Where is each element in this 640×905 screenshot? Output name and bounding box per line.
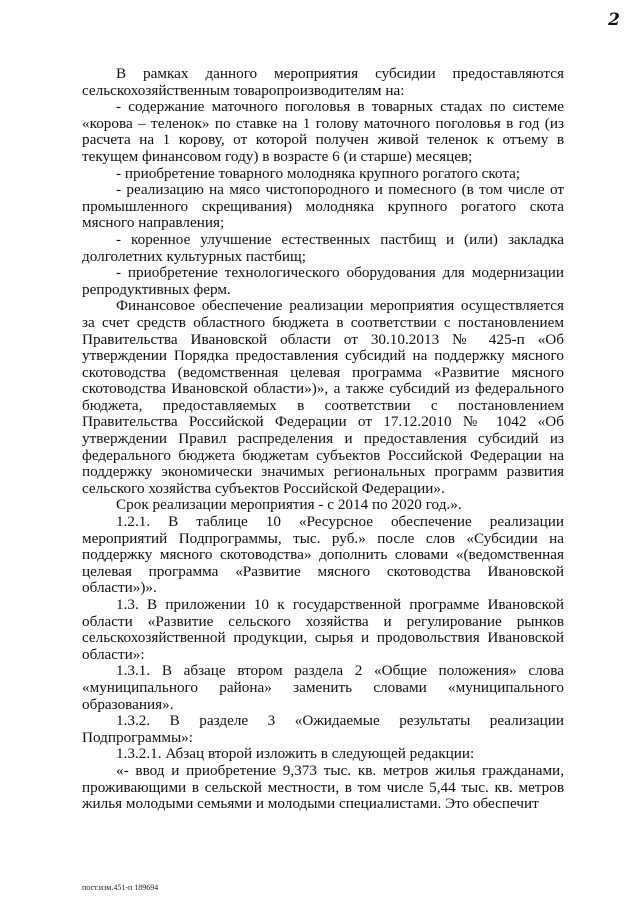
paragraph-financing: Финансовое обеспечение реализации мероприятия осуществляется за счет средств областного бюджета в соответствии с постановлением Правительства Ивановской области от 30.10.2013 № 425-п «Об утверждении Порядка предоставления субсидий на поддержку мясного скотоводства (ведомственная целевая программа «Развитие мясного скотоводства Ивановской области»)», а также субсидий из федерального бюджета, предоставляемых в соответствии с постановлением Правительства Российской Федерации от 17.12.2010 № 1042 «Об утверждении Правил распределения и предоставления субсидий из федерального бюджета бюджетам субъектов Российской Федерации на поддержку экономически значимых региональных программ развития сельского хозяйства субъектов Российской Федерации».	[82, 297, 564, 497]
paragraph-item-young-stock: - приобретение товарного молодняка крупного рогатого скота;	[116, 164, 521, 182]
paragraph-1-3-1: 1.3.1. В абзаце втором раздела 2 «Общие положения» слова «муниципального района» заменить словами «муниципального образования».	[82, 662, 564, 713]
paragraph-item-equipment: - приобретение технологического оборудования для модернизации репродуктивных ферм.	[82, 264, 564, 298]
paragraph-1-3-2: 1.3.2. В разделе 3 «Ожидаемые результаты реализации Подпрограммы»:	[82, 712, 564, 746]
paragraph-1-3-2-1: 1.3.2.1. Абзац второй изложить в следующей редакции:	[116, 745, 475, 763]
paragraph-quote-housing: «- ввод и приобретение 9,373 тыс. кв. метров жилья гражданами, проживающими в сельской местности, в том числе 5,44 тыс. кв. метров жилья молодыми семьями и молодыми специалистами. Это обеспечит	[82, 761, 564, 813]
paragraph-item-meat-sale: - реализацию на мясо чистопородного и помесного (в том числе от промышленного скрещивания) молодняка крупного рогатого скота мясного направления;	[82, 181, 564, 232]
paragraph-1-2-1: 1.2.1. В таблице 10 «Ресурсное обеспечение реализации мероприятий Подпрограммы, тыс. руб.» после слов «Субсидии на поддержку мясного скотоводства» дополнить словами «(ведомственная целевая программа «Развитие мясного скотоводства Ивановской области»)».	[82, 513, 564, 597]
paragraph-term: Срок реализации мероприятия - с 2014 по 2020 год.».	[116, 496, 462, 514]
paragraph-item-cows: - содержание маточного поголовья в товарных стадах по системе «корова – теленок» по ставке на 1 голову маточного поголовья в год (из расчета на 1 корову, от которой получен живой теленок к отъему в текущем финансовом году) в возрасте 6 (и старше) месяцев;	[82, 98, 564, 165]
footer-reference: пост.изм.451-п 189694	[82, 883, 159, 892]
document-body	[82, 66, 564, 813]
page-number: 2	[608, 10, 620, 30]
paragraph-item-pastures: - коренное улучшение естественных пастбищ и (или) закладка долголетних культурных пастбищ;	[82, 230, 564, 265]
paragraph-1-3: 1.3. В приложении 10 к государственной программе Ивановской области «Развитие сельского хозяйства и регулирование рынков сельскохозяйственной продукции, сырья и продовольствия Ивановской области»:	[82, 596, 564, 663]
paragraph-intro: В рамках данного мероприятия субсидии предоставляются сельскохозяйственным товаропроизводителям на:	[82, 65, 564, 99]
